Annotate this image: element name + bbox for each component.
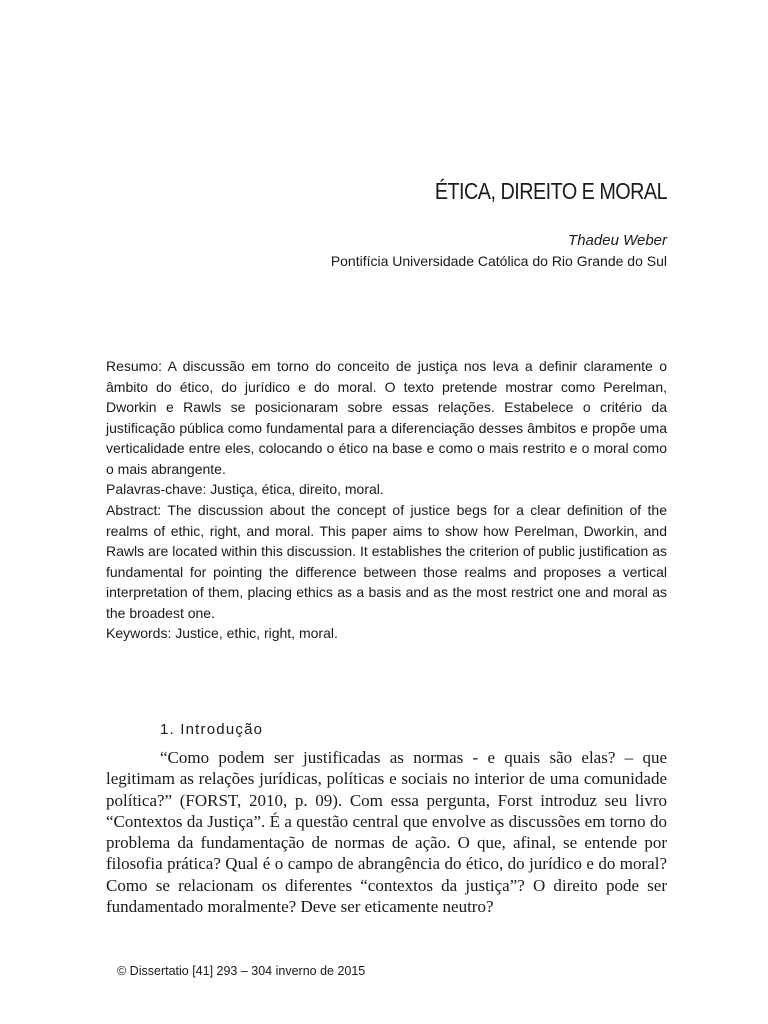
- section-heading: 1. Introdução: [160, 721, 264, 738]
- abstract-keywords: Keywords: Justice, ethic, right, moral.: [106, 625, 338, 641]
- footer-citation: © Dissertatio [41] 293 – 304 inverno de 2015: [117, 964, 366, 978]
- resumo-text: Resumo: A discussão em torno do conceito de justiça nos leva a definir claramente o âmbito do ético, do jurídico e do moral. O texto pretende mostrar como Perelman, Dworkin e Rawls se posicionaram sobre essas relações. Estabelece o critério da justificação pública como fundamental para a diferenciação desses âmbitos e propõe uma verticalidade entre eles, colocando o ético na base e como o mais restrito e o moral como o mais abrangente.: [106, 358, 667, 477]
- author-affiliation: Pontifícia Universidade Católica do Rio Grande do Sul: [330, 253, 667, 269]
- resumo-section: [106, 356, 667, 500]
- resumo-keywords: Palavras-chave: Justiça, ética, direito, moral.: [106, 481, 384, 497]
- abstract-text: Abstract: The discussion about the concept of justice begs for a clear definition of the realms of ethic, right, and moral. This paper aims to show how Perelman, Dworkin, and Rawls are located within this discussion. It establishes the criterion of public justification as fundamental for pointing the difference between those realms and proposes a vertical interpretation of them, placing ethics as a basis and as the most restrict one and moral as the broadest one.: [106, 502, 667, 621]
- body-paragraph: “Como podem ser justificadas as normas - e quais são elas? – que legitimam as relações jurídicas, políticas e sociais no interior de uma comunidade política?” (FORST, 2010, p. 09). Com essa pergunta, Forst introduz seu livro “Contextos da Justiça”. É a questão central que envolve as discussões em torno do problema da fundamentação de normas de ação. O que, afinal, se entende por filosofia prática? Qual é o campo de abrangência do ético, do jurídico e do moral? Como se relacionam os diferentes “contextos da justiça”? O direito pode ser fundamentado moralmente? Deve ser eticamente neutro?: [106, 748, 667, 917]
- author-name: Thadeu Weber: [568, 232, 667, 249]
- article-title: ÉTICA, DIREITO E MORAL: [434, 178, 667, 204]
- abstract-section: [106, 500, 667, 644]
